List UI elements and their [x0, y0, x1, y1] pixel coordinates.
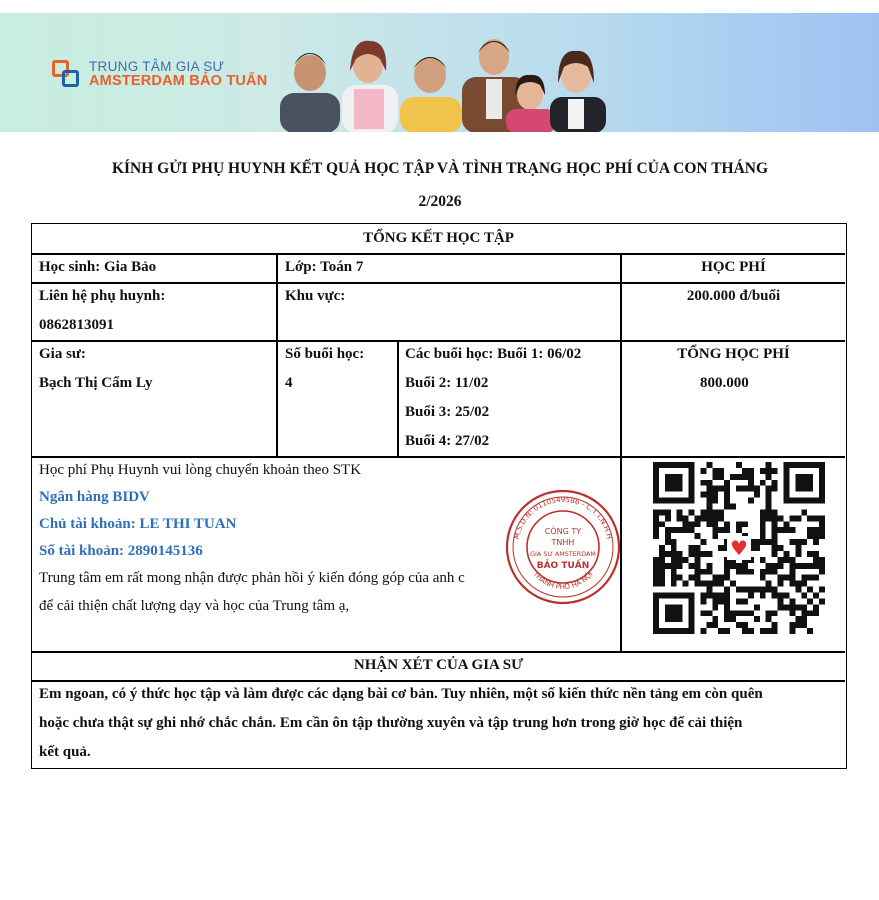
payment-qr-code	[653, 462, 825, 634]
parent-phone: 0862813091	[39, 317, 114, 333]
heart-icon: ♥	[727, 536, 751, 560]
tutor-comment-line: hoặc chưa thật sự ghi nhớ chắc chắn. Em cần ôn tập thường xuyên và tập trung hơn trong giờ học để cải thiện	[39, 715, 743, 731]
area-label: Khu vực:	[285, 288, 346, 304]
feedback-line2: để cải thiện chất lượng dạy và học của Trung tâm ạ,	[39, 598, 350, 614]
account-number: Số tài khoản: 2890145136	[39, 543, 203, 559]
stamp-center-1: CÔNG TY	[544, 527, 582, 536]
fee-header: HỌC PHÍ	[701, 259, 766, 275]
total-fee-label: TỔNG HỌC PHÍ	[677, 346, 790, 362]
tutor-comment-header: NHẬN XÉT CỦA GIA SƯ	[353, 657, 524, 673]
bank-name: Ngân hàng BIDV	[39, 489, 150, 505]
summary-header: TỔNG KẾT HỌC TẬP	[363, 230, 514, 246]
tutor-comment-line: Em ngoan, có ý thức học tập và làm được các dạng bài cơ bản. Tuy nhiên, một số kiến thức nền tảng em còn quên	[39, 686, 763, 702]
logo-line1: TRUNG TÂM GIA SƯ	[89, 59, 225, 75]
sessions-count: 4	[285, 375, 293, 391]
class-name: Lớp: Toán 7	[285, 259, 364, 275]
logo-line2: AMSTERDAM BẢO TUẤN	[89, 73, 268, 90]
center-logo	[52, 60, 267, 90]
session-item: Các buổi học: Buổi 1: 06/02	[405, 346, 582, 362]
feedback-line1: Trung tâm em rất mong nhận được phản hồi ý kiến đóng góp của anh c	[39, 570, 465, 586]
total-fee: 800.000	[700, 375, 749, 391]
tutor-name: Bạch Thị Cẩm Ly	[39, 375, 153, 391]
header-banner	[0, 13, 879, 132]
payment-instruction: Học phí Phụ Huynh vui lòng chuyển khoản theo STK	[39, 462, 362, 478]
stamp-ring-text: M.S.D.N: 0110549586 - C.T.T.N.H.H	[511, 494, 615, 540]
student-name: Học sinh: Gia Bảo	[39, 259, 157, 275]
report-table	[31, 223, 847, 769]
session-item: Buổi 2: 11/02	[405, 375, 489, 391]
stamp-ring-bottom: THÀNH PHỐ HÀ NỘI	[531, 570, 595, 592]
logo-icon	[52, 60, 82, 90]
session-item: Buổi 3: 25/02	[405, 404, 490, 420]
stamp-center-2: TNHH	[551, 538, 575, 547]
fee-per-session: 200.000 đ/buổi	[686, 288, 781, 304]
account-holder: Chủ tài khoản: LE THI TUAN	[39, 516, 237, 532]
people-photo	[270, 13, 610, 132]
page-title-month: 2/2026	[418, 193, 462, 210]
stamp-center-3: GIA SƯ AMSTERDAM	[530, 550, 596, 558]
stamp-center-4: BẢO TUẤN	[536, 561, 590, 571]
company-stamp	[504, 488, 622, 606]
page-title: KÍNH GỬI PHỤ HUYNH KẾT QUẢ HỌC TẬP VÀ TÌNH TRẠNG HỌC PHÍ CỦA CON THÁNG	[111, 160, 769, 177]
session-item: Buổi 4: 27/02	[405, 433, 490, 449]
parent-contact-label: Liên hệ phụ huynh:	[39, 288, 166, 304]
sessions-count-label: Số buổi học:	[285, 346, 365, 362]
tutor-comment-line: kết quả.	[39, 744, 91, 760]
tutor-label: Gia sư:	[39, 346, 86, 362]
